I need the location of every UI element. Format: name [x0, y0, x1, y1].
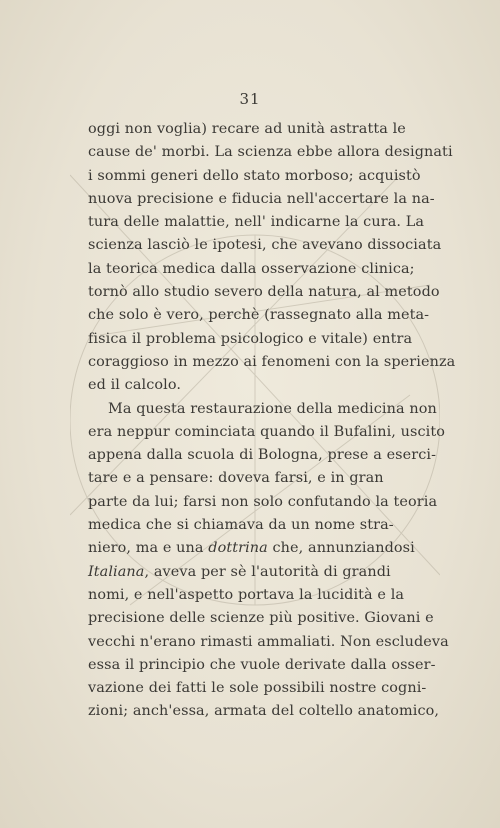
text-line: i sommi generi dello stato morboso; acquistò — [88, 167, 421, 184]
text-line: appena dalla scuola di Bologna, prese a eserci- — [88, 447, 437, 464]
italic-term: Italiana — [88, 563, 145, 580]
text-line: cause de' morbi. La scienza ebbe allora designati — [88, 144, 453, 161]
text-line — [88, 537, 415, 560]
text-line: essa il principio che vuole derivate dalla osser- — [88, 656, 436, 673]
text-line: precisione delle scienze più positive. Giovani e — [88, 610, 434, 627]
text-line: era neppur cominciata quando il Bufalini, uscito — [88, 423, 445, 440]
text-line: tare e a pensare: doveva farsi, e in gran — [88, 470, 384, 487]
text-line — [88, 561, 391, 584]
text-line: oggi non voglia) recare ad unità astratta le — [88, 121, 406, 137]
text-line: parte da lui; farsi non solo confutando la teoria — [88, 493, 438, 510]
text-line: coraggioso in mezzo ai fenomeni con la sperienza — [88, 353, 456, 370]
text-line: medica che si chiamava da un nome stra- — [88, 517, 394, 534]
text-line: ed il calcolo. — [88, 377, 182, 394]
text-line: scienza lasciò le ipotesi, che avevano dissociata — [88, 237, 442, 254]
text-line: vazione dei fatti le sole possibili nostre cogni- — [88, 680, 427, 697]
text-segment: , aveva per sè l'autorità di grandi — [144, 563, 391, 580]
text-line: la teorica medica dalla osservazione clinica; — [88, 260, 415, 277]
text-line: vecchi n'erano rimasti ammaliati. Non escludeva — [88, 633, 449, 650]
text-line: che solo è vero, perchè (rassegnato alla meta- — [88, 307, 430, 324]
body-text — [88, 118, 456, 724]
text-line: zioni; anch'essa, armata del coltello anatomico, — [88, 703, 440, 720]
text-line: fisica il problema psicologico e vitale) entra — [88, 330, 413, 347]
text-line: tura delle malattie, nell' indicarne la cura. La — [88, 214, 425, 231]
text-line: nomi, e nell'aspetto portava la lucidità e la — [88, 586, 405, 603]
text-segment: che, annunziandosi — [267, 540, 415, 557]
text-line: tornò allo studio severo della natura, al metodo — [88, 284, 440, 301]
page-number: 31 — [239, 90, 261, 108]
text-line: Ma questa restaurazione della medicina non — [108, 400, 437, 417]
italic-term: dottrina — [208, 540, 268, 557]
text-segment: niero, ma e una — [88, 540, 209, 557]
text-line: nuova precisione e fiducia nell'accertare la na- — [88, 190, 435, 207]
